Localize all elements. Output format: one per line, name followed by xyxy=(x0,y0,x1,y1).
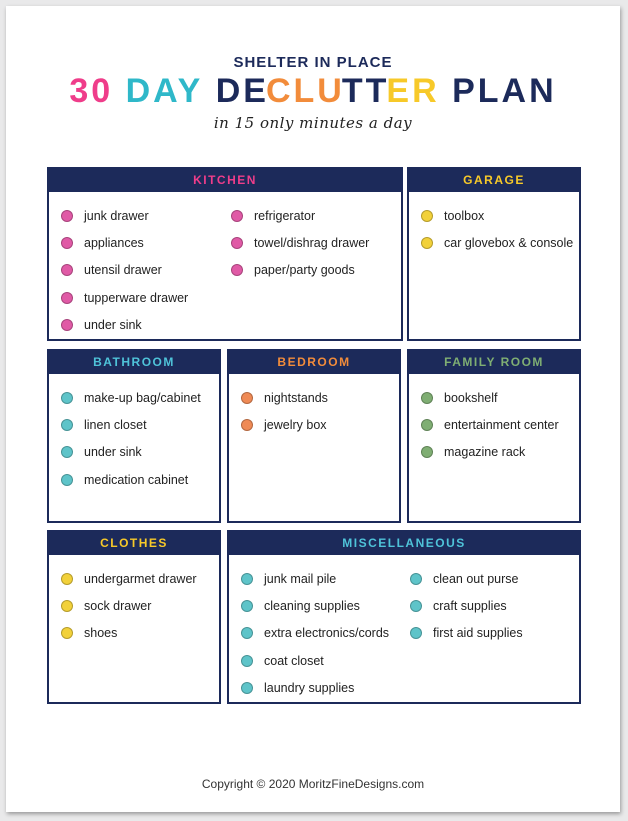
checklist-item-label: junk mail pile xyxy=(264,571,337,586)
bullet-dot-icon xyxy=(421,392,433,404)
item-list xyxy=(410,565,579,701)
bullet-dot-icon xyxy=(241,627,253,639)
checklist-item-label: laundry supplies xyxy=(264,680,355,695)
bullet-dot-icon xyxy=(61,392,73,404)
checklist-item xyxy=(241,674,410,701)
bullet-dot-icon xyxy=(421,237,433,249)
bullet-dot-icon xyxy=(241,573,253,585)
section-title: BEDROOM xyxy=(229,351,399,374)
bullet-dot-icon xyxy=(61,446,73,458)
bullet-dot-icon xyxy=(231,210,243,222)
section-kitchen xyxy=(47,167,403,341)
page-title xyxy=(6,72,620,111)
copyright-footer: Copyright © 2020 MoritzFineDesigns.com xyxy=(201,777,425,791)
checklist-item xyxy=(231,202,401,229)
item-list xyxy=(421,202,579,257)
bullet-dot-icon xyxy=(421,210,433,222)
checklist-item-label: clean out purse xyxy=(433,571,519,586)
checklist-item xyxy=(61,411,219,438)
bullet-dot-icon xyxy=(61,237,73,249)
bullet-dot-icon xyxy=(421,419,433,431)
section-title: KITCHEN xyxy=(49,169,401,192)
checklist-item-label: entertainment center xyxy=(444,417,559,432)
checklist-item xyxy=(61,384,219,411)
checklist-item xyxy=(241,565,410,592)
checklist-item-label: car glovebox & console xyxy=(444,235,574,250)
checklist-item-label: utensil drawer xyxy=(84,263,162,278)
bullet-dot-icon xyxy=(61,627,73,639)
bullet-dot-icon xyxy=(61,474,73,486)
checklist-item xyxy=(231,229,401,256)
checklist-item xyxy=(61,311,231,338)
checklist-item xyxy=(241,592,410,619)
checklist-item xyxy=(61,466,219,493)
checklist-item-label: undergarmet drawer xyxy=(84,571,197,586)
checklist-item-label: nightstands xyxy=(264,390,328,405)
checklist-item xyxy=(410,592,579,619)
checklist-item xyxy=(61,565,219,592)
bullet-dot-icon xyxy=(61,292,73,304)
checklist-item-label: linen closet xyxy=(84,417,147,432)
section-bedroom xyxy=(227,349,401,523)
bullet-dot-icon xyxy=(61,264,73,276)
checklist-item xyxy=(241,384,399,411)
item-list xyxy=(421,384,579,466)
item-list xyxy=(61,202,231,338)
section-title: BATHROOM xyxy=(49,351,219,374)
checklist-item-label: extra electronics/cords xyxy=(264,626,390,641)
checklist-item-label: junk drawer xyxy=(84,208,149,223)
item-list xyxy=(241,384,399,439)
checklist-item-label: towel/dishrag drawer xyxy=(254,235,370,250)
checklist-item-label: shoes xyxy=(84,626,118,641)
checklist-item xyxy=(421,202,579,229)
checklist-item-label: refrigerator xyxy=(254,208,316,223)
checklist-item-label: toolbox xyxy=(444,208,485,223)
checklist-item xyxy=(61,257,231,284)
checklist-item-label: under sink xyxy=(84,317,142,332)
bullet-dot-icon xyxy=(61,600,73,612)
checklist-item xyxy=(61,284,231,311)
checklist-item xyxy=(421,229,579,256)
item-list xyxy=(61,384,219,493)
item-list xyxy=(241,565,410,701)
printable-page xyxy=(6,6,620,812)
checklist-item xyxy=(421,439,579,466)
checklist-item xyxy=(421,384,579,411)
title-word: ER xyxy=(386,72,440,110)
item-list xyxy=(61,565,219,647)
checklist-item xyxy=(61,202,231,229)
checklist-item-label: craft supplies xyxy=(433,598,507,613)
bullet-dot-icon xyxy=(61,419,73,431)
bullet-dot-icon xyxy=(421,446,433,458)
checklist-item xyxy=(61,439,219,466)
section-title: MISCELLANEOUS xyxy=(229,532,579,555)
checklist-item xyxy=(241,620,410,647)
checklist-item-label: tupperware drawer xyxy=(84,290,189,305)
checklist-item xyxy=(231,257,401,284)
checklist-item xyxy=(61,229,231,256)
checklist-item-label: paper/party goods xyxy=(254,263,355,278)
section-title: CLOTHES xyxy=(49,532,219,555)
checklist-item-label: first aid supplies xyxy=(433,626,523,641)
bullet-dot-icon xyxy=(410,627,422,639)
section-garage xyxy=(407,167,581,341)
section-miscellaneous xyxy=(227,530,581,704)
title-word: DAY xyxy=(125,72,204,110)
checklist-item-label: magazine rack xyxy=(444,445,526,460)
bullet-dot-icon xyxy=(241,419,253,431)
section-title: FAMILY ROOM xyxy=(409,351,579,374)
bullet-dot-icon xyxy=(410,573,422,585)
bullet-dot-icon xyxy=(231,264,243,276)
checklist-item-label: sock drawer xyxy=(84,598,152,613)
title-word: PLAN xyxy=(452,72,557,110)
section-title: GARAGE xyxy=(409,169,579,192)
item-list xyxy=(231,202,401,338)
bullet-dot-icon xyxy=(410,600,422,612)
title-word: 30 xyxy=(69,72,114,110)
checklist-item xyxy=(421,411,579,438)
page-tagline: in 15 only minutes a day xyxy=(213,114,413,132)
title-word: DE xyxy=(215,72,269,110)
checklist-item xyxy=(241,647,410,674)
checklist-item xyxy=(61,620,219,647)
checklist-item-label: coat closet xyxy=(264,653,324,668)
title-word: TT xyxy=(341,72,390,110)
checklist-item xyxy=(61,592,219,619)
page-subtitle: SHELTER IN PLACE xyxy=(233,54,393,71)
section-bathroom xyxy=(47,349,221,523)
section-family-room xyxy=(407,349,581,523)
checklist-item xyxy=(410,620,579,647)
checklist-item-label: cleaning supplies xyxy=(264,598,360,613)
section-clothes xyxy=(47,530,221,704)
bullet-dot-icon xyxy=(241,600,253,612)
bullet-dot-icon xyxy=(241,682,253,694)
checklist-item xyxy=(410,565,579,592)
checklist-item-label: under sink xyxy=(84,445,142,460)
checklist-item-label: make-up bag/cabinet xyxy=(84,390,201,405)
bullet-dot-icon xyxy=(241,392,253,404)
checklist-item-label: bookshelf xyxy=(444,390,498,405)
bullet-dot-icon xyxy=(231,237,243,249)
checklist-item-label: medication cabinet xyxy=(84,472,189,487)
bullet-dot-icon xyxy=(61,573,73,585)
checklist-item-label: jewelry box xyxy=(264,417,327,432)
bullet-dot-icon xyxy=(61,319,73,331)
bullet-dot-icon xyxy=(61,210,73,222)
checklist-item xyxy=(241,411,399,438)
bullet-dot-icon xyxy=(241,655,253,667)
title-word: CLU xyxy=(265,72,345,110)
checklist-item-label: appliances xyxy=(84,235,144,250)
